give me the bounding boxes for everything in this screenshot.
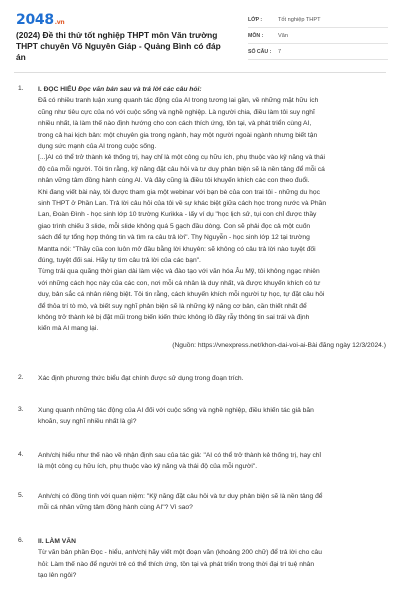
passage-line: nhân vững tâm đồng hành cùng AI. Và đây cũng là điều tôi khuyến khích các con theo đuổi. [38, 177, 310, 185]
question-number: 2. [18, 374, 24, 381]
question-number: 1. [18, 85, 24, 92]
question-number: 4. [18, 451, 24, 458]
question-text: khoăn, suy nghĩ nhiều nhất là gì? [38, 418, 137, 426]
question-number: 5. [18, 492, 24, 499]
passage-line: trong cả hai kịch bản: một chuyên gia trong ngành, hay một người ngoài ngành nhưng biết tận [38, 131, 318, 139]
meta-value: Văn [278, 32, 288, 39]
logo-suffix: .vn [54, 19, 65, 26]
question-text: Anh/chị có đồng tình với quan niệm: "Kỹ năng đặt câu hỏi và tư duy phản biện sẽ là nền tảng để [38, 493, 323, 500]
passage-line: duy, bản sắc cá nhân riêng biệt. Tôi tin rằng, cách khuyến khích mỗi người tự học, tự đặt câu hỏi [38, 291, 325, 299]
page-title: (2024) Đề thi thử tốt nghiệp THPT môn Văn trường THPT chuyên Võ Nguyên Giáp - Quảng Bình có đáp án [16, 30, 221, 62]
meta-row-mon [248, 28, 388, 44]
logo-text: 2048 [16, 12, 54, 28]
question-text: Anh/chị hiểu như thế nào về nhận định sau của tác giả: "AI có thể trở thành kẻ thống trị, hay chỉ [38, 452, 322, 459]
passage-source: (Nguồn: https://vnexpress.net/khon-dai-voi-ai-Bài đăng ngày 12/3/2024.) [172, 342, 386, 349]
passage-line: Từng trải qua quãng thời gian dài làm việc và đào tạo với văn hóa Âu Mỹ, tôi không ngạc nhiên [38, 268, 320, 276]
passage-line: Lan, Đoàn Đình - học sinh lớp 10 trường Kurikka - lấy ví dụ "học lịch sử, tụi con chỉ được thầy [38, 211, 317, 219]
header [0, 0, 400, 70]
meta-row-socau [248, 44, 388, 60]
header-divider [14, 72, 386, 73]
meta-value: 7 [278, 48, 282, 55]
section-instruction: Đọc văn bản sau và trả lời các câu hỏi: [78, 86, 202, 93]
meta-label: MÔN : [248, 32, 264, 39]
site-logo[interactable] [16, 12, 64, 28]
question-text: Xung quanh những tác động của AI đối với cuộc sống và nghề nghiệp, điều khiến tác giả băn [38, 407, 314, 414]
section-heading: II. LÀM VĂN [38, 538, 76, 545]
passage-line: giao trình chiếu 3 slide, mỗi slide không quá 5 gạch đầu dòng. Con sẽ phải đọc cả một cuốn [38, 222, 311, 230]
question-number: 6. [18, 537, 24, 544]
meta-value: Tốt nghiệp THPT [278, 16, 321, 23]
passage-line: không trở thành kẻ bị đặt mũi trong biến kiến thức không lồ đầy rẫy thông tin sai trái và định [38, 314, 310, 321]
passage-line: độ của mỗi người. Tôi tin rằng, kỹ năng đặt câu hỏi và tư duy phản biện sẽ là nền tảng để mỗi cá [38, 165, 325, 173]
question-text: mỗi cá nhân vững tâm đồng hành cùng AI"? Vì sao? [38, 504, 193, 512]
passage-line: để thỏa trí tò mò, và biết suy nghĩ phản biện sẽ là những kỹ năng cơ bản, cần thiết nhất để [38, 302, 307, 310]
meta-label: LỚP : [248, 16, 263, 23]
passage-line: đúng, tuyệt đối sai. Hãy tự tìm câu trả lời của các bạn". [38, 257, 201, 264]
passage-line: dụng sức mạnh của AI trong cuộc sống. [38, 143, 157, 150]
passage-line: cũng như tiêu cực của nó với cuộc sống và nghề nghiệp. Là người chia, điều làm tôi suy nghĩ [38, 108, 315, 116]
meta-label: SỐ CÂU : [248, 48, 272, 55]
passage-line: Đã có nhiều tranh luận xung quanh tác động của AI trong tương lai gần, về những mặt hữu ích [38, 97, 319, 105]
passage-line: Khi đang viết bài này, tôi được tham gia một webinar với bạn bè của con trai tôi - những du học [38, 188, 320, 196]
question-text: tạo lên ngôi? [38, 572, 77, 580]
passage-line: sinh THPT ở Phần Lan. Trả lời câu hỏi của tôi về sự khác biệt giữa cách học trong nước và Phần [38, 200, 327, 207]
section-title: I. ĐỌC HIỂU [38, 86, 79, 93]
question-number: 3. [18, 406, 24, 413]
passage-line: sách để tự tổng hợp thông tin và tìm ra câu trả lời". Thy Nguyễn - học sinh lớp 12 tại trường [38, 234, 310, 242]
exam-meta [248, 12, 388, 60]
section-heading [38, 84, 388, 95]
passage-line: nhiều nhất, là làm thế nào định hướng cho con cách thích ứng, tồn tại, và phát triển cùng AI, [38, 120, 312, 128]
passage-line: với những cách học này của các con, nơi mỗi cá nhân là duy nhất, và được khuyến khích có tư [38, 279, 321, 287]
passage-line: kiến mà AI mang lại. [38, 325, 99, 333]
meta-row-lop [248, 12, 388, 28]
question-text: Xác định phương thức biểu đạt chính được sử dụng trong đoạn trích. [38, 375, 244, 382]
question-text: Từ văn bản phần Đọc - hiểu, anh/chị hãy viết một đoạn văn (khoảng 200 chữ) để trả lời cho câu [38, 549, 322, 557]
question-text: là một công cụ hữu ích, phụ thuộc vào kỹ năng và thái độ của mỗi người". [38, 463, 258, 471]
passage-line: [...]AI có thể trở thành kẻ thống trị, hay chỉ là một công cụ hữu ích, phụ thuộc vào kỹ năng và thái [38, 154, 325, 162]
question-text: hỏi: Làm thế nào để người trẻ có thể thích ứng, tồn tại và phát triển trong thời đại trí tuệ nhân [38, 560, 315, 568]
passage-line: Mantta nói: "Thầy cũa con luôn mở đầu bằng lời khuyên: sẽ không có câu trả lời nào tuyệt đối [38, 245, 316, 253]
